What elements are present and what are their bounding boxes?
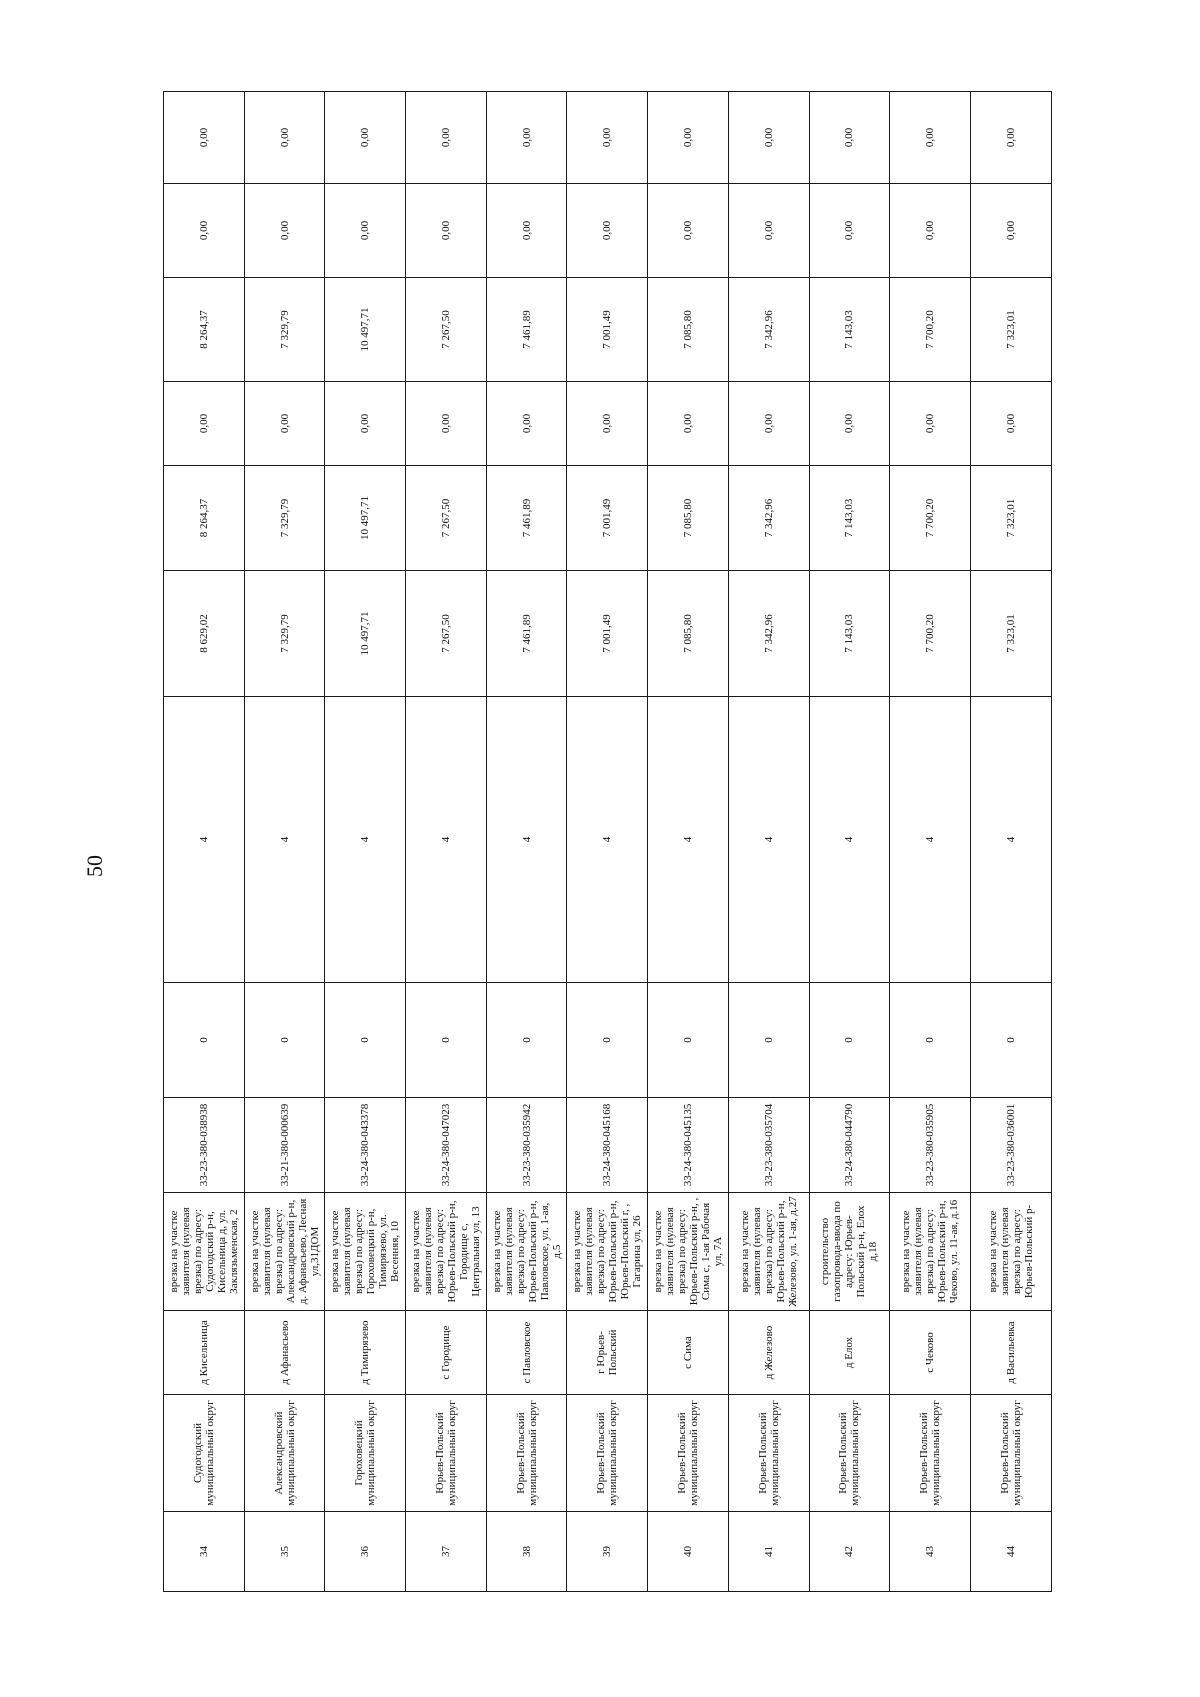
district-cell: Юрьев-Польский муниципальный округ — [406, 1395, 487, 1512]
cost-cell: 7 267,50 — [406, 571, 487, 697]
amount-zero-cell: 0,00 — [648, 184, 729, 278]
table-row — [406, 92, 487, 1592]
capacity-cell: 4 — [486, 697, 567, 983]
row-number: 38 — [486, 1512, 567, 1592]
rotated-table-container — [163, 92, 1051, 1592]
table-row — [325, 92, 406, 1592]
locality-cell: с Павловское — [486, 1311, 567, 1395]
description-cell: врезка на участке заявителя (нулевая врезка) по адресу: Юрьев-Польский р-н, Чеково, ул. 11-ая, д.16 — [890, 1193, 971, 1311]
amount-cell: 7 700,20 — [890, 278, 971, 382]
cost-cell: 7 143,03 — [809, 571, 890, 697]
amount-cell: 8 264,37 — [164, 278, 245, 382]
amount-zero-cell: 0,00 — [648, 92, 729, 184]
amount-cell: 10 497,71 — [325, 278, 406, 382]
cadastral-number-cell: 33-24-380-043378 — [325, 1098, 406, 1193]
amount-cell: 7 267,50 — [406, 466, 487, 571]
district-cell: Гороховецкий муниципальный округ — [325, 1395, 406, 1512]
row-number: 41 — [728, 1512, 809, 1592]
capacity-cell: 4 — [970, 697, 1051, 983]
description-cell: врезка на участке заявителя (нулевая врезка) по адресу: Судогодский р-н, Кисельница д, ул. Заклязьменская, 2 — [164, 1193, 245, 1311]
locality-cell: д Елох — [809, 1311, 890, 1395]
amount-cell: 7 329,79 — [244, 466, 325, 571]
capacity-cell: 4 — [809, 697, 890, 983]
amount-zero-cell: 0,00 — [244, 92, 325, 184]
zero-cell: 0 — [164, 983, 245, 1098]
district-cell: Юрьев-Польский муниципальный округ — [648, 1395, 729, 1512]
amount-zero-cell: 0,00 — [890, 184, 971, 278]
cadastral-number-cell: 33-23-380-036001 — [970, 1098, 1051, 1193]
table-row — [890, 92, 971, 1592]
amount-zero-cell: 0,00 — [970, 382, 1051, 466]
district-cell: Александровский муниципальный округ — [244, 1395, 325, 1512]
amount-zero-cell: 0,00 — [567, 382, 648, 466]
cadastral-number-cell: 33-24-380-045135 — [648, 1098, 729, 1193]
description-cell: врезка на участке заявителя (нулевая врезка) по адресу: Юрьев-Польский р-н, Павловское, ул. 1-ая, д.5 — [486, 1193, 567, 1311]
description-cell: строительство газопровода-ввода по адресу: Юрьев-Польский р-н, Елох д,18 — [809, 1193, 890, 1311]
amount-zero-cell: 0,00 — [164, 92, 245, 184]
cost-cell: 7 700,20 — [890, 571, 971, 697]
locality-cell: с Сима — [648, 1311, 729, 1395]
amount-zero-cell: 0,00 — [809, 92, 890, 184]
row-number: 43 — [890, 1512, 971, 1592]
amount-zero-cell: 0,00 — [406, 92, 487, 184]
amount-zero-cell: 0,00 — [728, 382, 809, 466]
amount-zero-cell: 0,00 — [325, 184, 406, 278]
amount-cell: 7 329,79 — [244, 278, 325, 382]
table-row — [648, 92, 729, 1592]
amount-zero-cell: 0,00 — [970, 184, 1051, 278]
zero-cell: 0 — [728, 983, 809, 1098]
capacity-cell: 4 — [890, 697, 971, 983]
cost-cell: 7 329,79 — [244, 571, 325, 697]
amount-zero-cell: 0,00 — [567, 184, 648, 278]
amount-zero-cell: 0,00 — [244, 184, 325, 278]
cadastral-number-cell: 33-23-380-035905 — [890, 1098, 971, 1193]
amount-zero-cell: 0,00 — [486, 184, 567, 278]
district-cell: Юрьев-Польский муниципальный округ — [728, 1395, 809, 1512]
district-cell: Юрьев-Польский муниципальный округ — [809, 1395, 890, 1512]
amount-zero-cell: 0,00 — [728, 184, 809, 278]
amount-zero-cell: 0,00 — [325, 382, 406, 466]
table-row — [809, 92, 890, 1592]
amount-zero-cell: 0,00 — [486, 382, 567, 466]
capacity-cell: 4 — [567, 697, 648, 983]
district-cell: Юрьев-Польский муниципальный округ — [970, 1395, 1051, 1512]
amount-zero-cell: 0,00 — [486, 92, 567, 184]
row-number: 40 — [648, 1512, 729, 1592]
locality-cell: с Городище — [406, 1311, 487, 1395]
table-row — [970, 92, 1051, 1592]
amount-zero-cell: 0,00 — [164, 184, 245, 278]
register-table — [163, 91, 1052, 1592]
description-cell: врезка на участке заявителя (нулевая врезка) по адресу: Юрьев-Польский р- — [970, 1193, 1051, 1311]
row-number: 42 — [809, 1512, 890, 1592]
zero-cell: 0 — [406, 983, 487, 1098]
amount-zero-cell: 0,00 — [970, 92, 1051, 184]
row-number: 36 — [325, 1512, 406, 1592]
page-number: 50 — [82, 855, 107, 877]
cost-cell: 7 001,49 — [567, 571, 648, 697]
amount-cell: 7 143,03 — [809, 466, 890, 571]
amount-zero-cell: 0,00 — [890, 382, 971, 466]
cadastral-number-cell: 33-21-380-000639 — [244, 1098, 325, 1193]
zero-cell: 0 — [567, 983, 648, 1098]
zero-cell: 0 — [970, 983, 1051, 1098]
description-cell: врезка на участке заявителя (нулевая врезка) по адресу: Юрьев-Польский р-н, Юрьев-Польский г, , Гагарина ул, 26 — [567, 1193, 648, 1311]
table-row — [486, 92, 567, 1592]
amount-cell: 7 001,49 — [567, 466, 648, 571]
row-number: 34 — [164, 1512, 245, 1592]
cost-cell: 7 085,80 — [648, 571, 729, 697]
table-row — [728, 92, 809, 1592]
locality-cell: г Юрьев-Польский — [567, 1311, 648, 1395]
amount-zero-cell: 0,00 — [648, 382, 729, 466]
amount-cell: 7 085,80 — [648, 466, 729, 571]
locality-cell: д Афанасьево — [244, 1311, 325, 1395]
amount-cell: 7 001,49 — [567, 278, 648, 382]
district-cell: Юрьев-Польский муниципальный округ — [567, 1395, 648, 1512]
row-number: 44 — [970, 1512, 1051, 1592]
zero-cell: 0 — [325, 983, 406, 1098]
amount-cell: 7 461,89 — [486, 278, 567, 382]
amount-cell: 7 267,50 — [406, 278, 487, 382]
table-row — [244, 92, 325, 1592]
capacity-cell: 4 — [325, 697, 406, 983]
amount-cell: 7 323,01 — [970, 466, 1051, 571]
description-cell: врезка на участке заявителя (нулевая врезка) по адресу: Юрьев-Польский р-н, Железово, ул. 1-ая, д.27 — [728, 1193, 809, 1311]
cadastral-number-cell: 33-24-380-045168 — [567, 1098, 648, 1193]
zero-cell: 0 — [809, 983, 890, 1098]
cost-cell: 7 342,96 — [728, 571, 809, 697]
locality-cell: с Чеково — [890, 1311, 971, 1395]
cadastral-number-cell: 33-24-380-044790 — [809, 1098, 890, 1193]
amount-zero-cell: 0,00 — [406, 382, 487, 466]
amount-cell: 7 700,20 — [890, 466, 971, 571]
cadastral-number-cell: 33-23-380-035704 — [728, 1098, 809, 1193]
cost-cell: 8 629,02 — [164, 571, 245, 697]
amount-zero-cell: 0,00 — [325, 92, 406, 184]
cadastral-number-cell: 33-24-380-047023 — [406, 1098, 487, 1193]
amount-zero-cell: 0,00 — [809, 184, 890, 278]
zero-cell: 0 — [890, 983, 971, 1098]
locality-cell: д Васильевка — [970, 1311, 1051, 1395]
zero-cell: 0 — [486, 983, 567, 1098]
cadastral-number-cell: 33-23-380-035942 — [486, 1098, 567, 1193]
table-row — [164, 92, 245, 1592]
description-cell: врезка на участке заявителя (нулевая врезка) по адресу: Юрьев-Польский р-н, Городище с, Центральная ул, 13 — [406, 1193, 487, 1311]
amount-zero-cell: 0,00 — [406, 184, 487, 278]
amount-cell: 7 342,96 — [728, 278, 809, 382]
amount-zero-cell: 0,00 — [244, 382, 325, 466]
amount-zero-cell: 0,00 — [890, 92, 971, 184]
cost-cell: 7 461,89 — [486, 571, 567, 697]
cadastral-number-cell: 33-23-380-038938 — [164, 1098, 245, 1193]
cost-cell: 7 323,01 — [970, 571, 1051, 697]
description-cell: врезка на участке заявителя (нулевая врезка) по адресу: Гороховецкий р-н, Тимирязево, ул. Весенняя, 10 — [325, 1193, 406, 1311]
capacity-cell: 4 — [164, 697, 245, 983]
capacity-cell: 4 — [728, 697, 809, 983]
description-cell: врезка на участке заявителя (нулевая врезка) по адресу: Александровский р-н, д. Афанасьево, Лесная ул,31ДОМ — [244, 1193, 325, 1311]
table-row — [567, 92, 648, 1592]
amount-cell: 7 323,01 — [970, 278, 1051, 382]
amount-cell: 7 342,96 — [728, 466, 809, 571]
description-cell: врезка на участке заявителя (нулевая врезка) по адресу: Юрьев-Польский р-н, , Сима с, 1-ая Рабочая ул, 7А — [648, 1193, 729, 1311]
table-body — [164, 92, 1052, 1592]
row-number: 39 — [567, 1512, 648, 1592]
locality-cell: д Железово — [728, 1311, 809, 1395]
capacity-cell: 4 — [406, 697, 487, 983]
row-number: 35 — [244, 1512, 325, 1592]
locality-cell: д Кисельница — [164, 1311, 245, 1395]
row-number: 37 — [406, 1512, 487, 1592]
amount-cell: 10 497,71 — [325, 466, 406, 571]
district-cell: Юрьев-Польский муниципальный округ — [890, 1395, 971, 1512]
amount-cell: 7 085,80 — [648, 278, 729, 382]
amount-zero-cell: 0,00 — [164, 382, 245, 466]
amount-zero-cell: 0,00 — [728, 92, 809, 184]
capacity-cell: 4 — [648, 697, 729, 983]
amount-cell: 7 143,03 — [809, 278, 890, 382]
capacity-cell: 4 — [244, 697, 325, 983]
amount-cell: 8 264,37 — [164, 466, 245, 571]
district-cell: Судогодский муниципальный округ — [164, 1395, 245, 1512]
amount-zero-cell: 0,00 — [809, 382, 890, 466]
locality-cell: д Тимирязево — [325, 1311, 406, 1395]
zero-cell: 0 — [244, 983, 325, 1098]
zero-cell: 0 — [648, 983, 729, 1098]
amount-zero-cell: 0,00 — [567, 92, 648, 184]
amount-cell: 7 461,89 — [486, 466, 567, 571]
cost-cell: 10 497,71 — [325, 571, 406, 697]
district-cell: Юрьев-Польский муниципальный округ — [486, 1395, 567, 1512]
